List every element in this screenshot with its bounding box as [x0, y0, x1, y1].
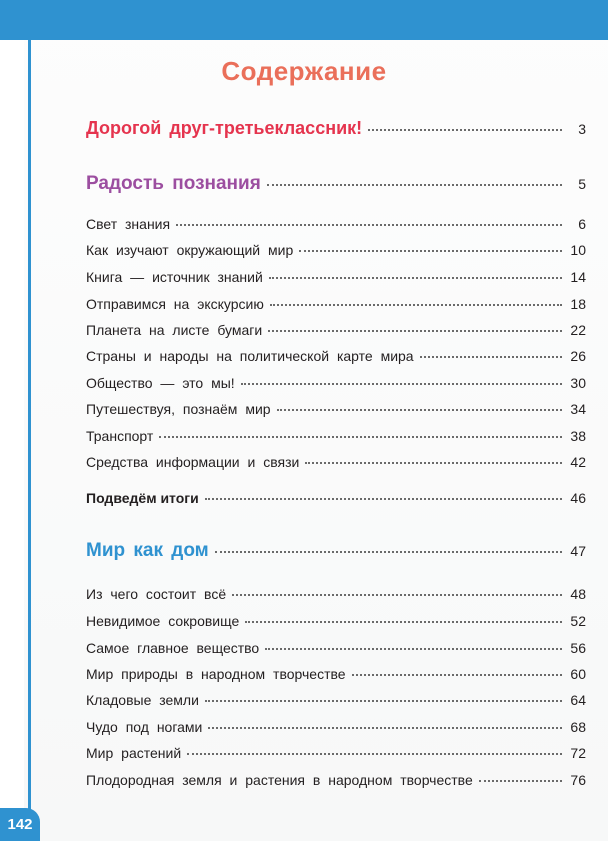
top-border — [0, 0, 608, 40]
toc-item[interactable] — [86, 428, 586, 444]
toc-item[interactable] — [86, 322, 586, 338]
toc-section-page: 47 — [570, 543, 586, 559]
toc-item-label: Страны и народы на политической карте мира — [86, 348, 414, 364]
page-number: 142 — [7, 816, 33, 833]
toc-item-label: Планета на листе бумаги — [86, 322, 263, 338]
toc-item-label: Мир растений — [86, 745, 182, 761]
toc-item-page: 30 — [570, 375, 586, 391]
toc-item-label: Как изучают окружающий мир — [86, 242, 294, 258]
toc-section-radost[interactable] — [86, 173, 586, 195]
toc-item[interactable] — [86, 375, 586, 391]
toc-item-label: Транспорт — [86, 428, 154, 444]
toc-item[interactable] — [86, 745, 586, 761]
leader-dots — [352, 674, 562, 676]
toc-item-page: 52 — [570, 613, 586, 629]
toc-item-label: Книга — источник знаний — [86, 269, 263, 285]
page-title: Содержание — [221, 56, 387, 86]
toc-item[interactable] — [86, 692, 586, 708]
toc-item-label: Отправимся на экскурсию — [86, 296, 264, 312]
toc-summary-page: 46 — [570, 490, 586, 506]
toc-item-label: Средства информации и связи — [86, 454, 300, 470]
leader-dots — [187, 753, 562, 755]
toc-item[interactable] — [86, 613, 586, 629]
toc-item-page: 42 — [570, 454, 586, 470]
leader-dots — [232, 594, 562, 596]
leader-dots — [245, 621, 562, 623]
leader-dots — [159, 436, 562, 438]
toc-item-page: 34 — [570, 401, 586, 417]
toc-item-label: Мир природы в народном творчестве — [86, 666, 346, 682]
toc-intro-label: Дорогой друг-третьеклассник! — [86, 118, 363, 138]
leader-dots — [267, 184, 562, 186]
toc-item[interactable] — [86, 719, 586, 735]
toc-item-page: 18 — [570, 296, 586, 312]
leader-dots — [479, 780, 562, 782]
toc-item[interactable] — [86, 586, 586, 602]
toc-item[interactable] — [86, 666, 586, 682]
toc-item[interactable] — [86, 401, 586, 417]
leader-dots — [270, 304, 562, 306]
leader-dots — [205, 498, 562, 500]
toc-item[interactable] — [86, 296, 586, 312]
toc-item[interactable] — [86, 772, 586, 788]
toc-item-page: 72 — [570, 745, 586, 761]
leader-dots — [299, 250, 562, 252]
toc-item-page: 48 — [570, 586, 586, 602]
leader-dots — [205, 700, 562, 702]
toc-item[interactable] — [86, 454, 586, 470]
page-number-badge — [0, 808, 40, 841]
toc-item-page: 22 — [570, 322, 586, 338]
toc-item-page: 64 — [570, 692, 586, 708]
leader-dots — [368, 129, 562, 131]
toc-summary-label: Подведём итоги — [86, 490, 199, 506]
toc-section-label: Мир как дом — [86, 540, 209, 561]
leader-dots — [176, 224, 562, 226]
leader-dots — [268, 330, 562, 332]
leader-dots — [277, 409, 562, 411]
toc-item-page: 76 — [570, 772, 586, 788]
toc-summary[interactable] — [86, 490, 586, 506]
toc-intro-page: 3 — [578, 121, 586, 137]
toc-item-page: 10 — [570, 242, 586, 258]
toc-item-label: Невидимое сокровище — [86, 613, 240, 629]
toc-item-page: 38 — [570, 428, 586, 444]
toc-item-label: Плодородная земля и растения в народном творчестве — [86, 772, 473, 788]
toc-item-page: 26 — [570, 348, 586, 364]
toc-item-label: Путешествуя, познаём мир — [86, 401, 271, 417]
leader-dots — [241, 383, 562, 385]
toc-item-page: 60 — [570, 666, 586, 682]
toc-item-label: Чудо под ногами — [86, 719, 203, 735]
leader-dots — [305, 462, 562, 464]
toc-item-label: Из чего состоит всё — [86, 586, 227, 602]
leader-dots — [269, 277, 562, 279]
toc-item-page: 56 — [570, 640, 586, 656]
leader-dots — [215, 551, 562, 553]
leader-dots — [420, 356, 562, 358]
toc-item[interactable] — [86, 269, 586, 285]
toc-item-label: Свет знания — [86, 216, 171, 232]
leader-dots — [208, 727, 562, 729]
toc-intro[interactable] — [86, 118, 586, 139]
toc-item-label: Самое главное вещество — [86, 640, 260, 656]
toc-item[interactable] — [86, 242, 586, 258]
toc-section-page: 5 — [578, 176, 586, 192]
toc-item-page: 68 — [570, 719, 586, 735]
toc-section-mir[interactable] — [86, 540, 586, 562]
toc-section-label: Радость познания — [86, 173, 261, 194]
left-margin — [0, 40, 24, 841]
toc-item-label: Общество — это мы! — [86, 375, 235, 391]
left-margin-line — [28, 40, 31, 841]
toc-item[interactable] — [86, 640, 586, 656]
toc-item-page: 6 — [578, 216, 586, 232]
toc-item-page: 14 — [570, 269, 586, 285]
toc-item[interactable] — [86, 348, 586, 364]
toc-item[interactable] — [86, 216, 586, 232]
toc-item-label: Кладовые земли — [86, 692, 199, 708]
leader-dots — [265, 648, 562, 650]
